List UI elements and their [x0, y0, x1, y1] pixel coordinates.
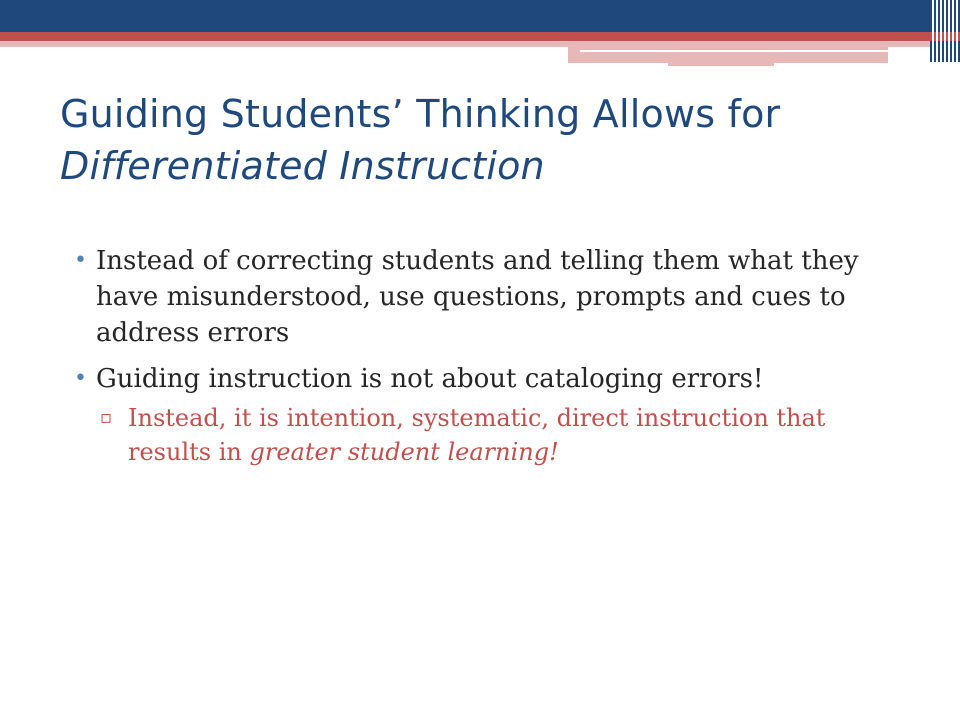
sub-bullet-text: Instead, it is intention, systematic, direct instruction that results in — [128, 404, 826, 466]
bullet-text: Guiding instruction is not about cataloging errors! — [96, 364, 764, 394]
bullet-dot-icon: • — [74, 366, 87, 391]
header-band-navy — [0, 0, 930, 32]
header-band-pink-notch — [668, 63, 774, 66]
header-band-stripes-red — [930, 32, 960, 41]
header-band-red — [0, 32, 960, 41]
bullet-text: Instead of correcting students and telling them what they have misunderstood, use questions, prompts and cues to address errors — [96, 246, 859, 348]
header-band-highlight — [580, 50, 890, 52]
slide-title-line2: Differentiated Instruction — [60, 144, 545, 188]
bullet-dot-icon: • — [74, 248, 87, 273]
slide-title-line1: Guiding Students’ Thinking Allows for — [60, 92, 781, 136]
bullet-item — [72, 243, 892, 351]
slide-body — [72, 243, 892, 479]
sub-bullet-list — [96, 401, 892, 469]
sub-bullet-item — [96, 401, 892, 469]
sub-bullet-square-icon: ▫ — [100, 407, 113, 428]
sub-bullet-emphasis: greater student learning! — [249, 438, 559, 466]
header-band-stripes — [930, 0, 960, 62]
slide-title — [60, 88, 920, 192]
bullet-item — [72, 361, 892, 469]
